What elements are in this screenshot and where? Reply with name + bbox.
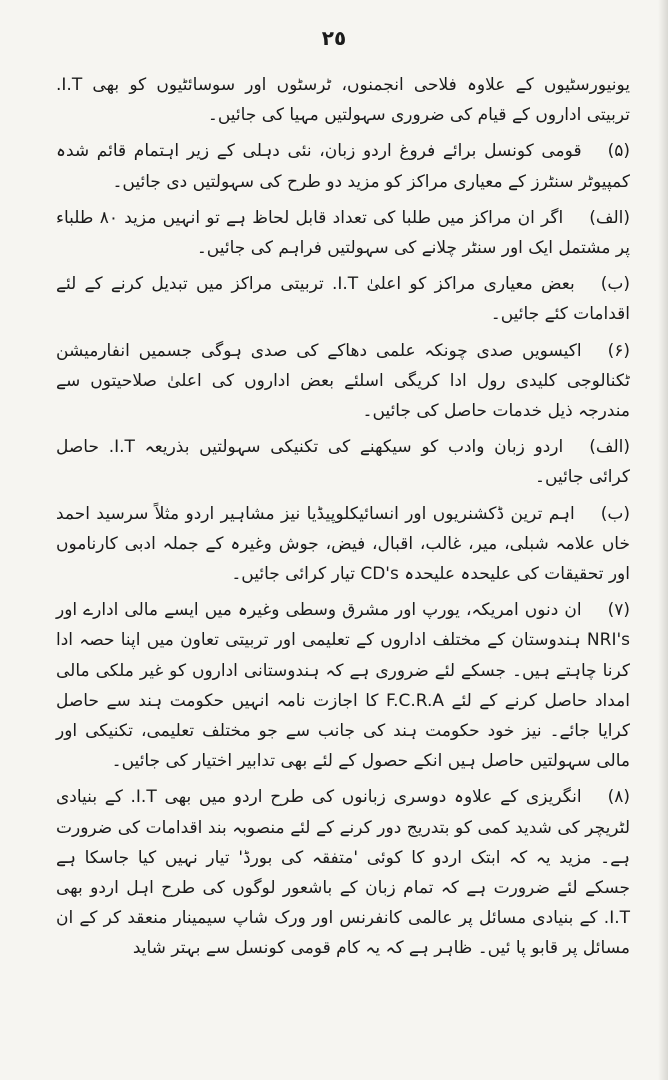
- paragraph-label: (ب): [600, 503, 630, 524]
- paragraph-8: [56, 782, 630, 963]
- paragraph-label: (الف): [589, 437, 630, 458]
- paragraph-6-be: [56, 499, 630, 590]
- paragraph-text: اہم ترین ڈکشنریوں اور انسائیکلوپیڈیا نیز مشاہیر اردو مثلاً سرسید احمد خاں علامہ شبلی، میر، غالب، اقبال، فیض، جوش وغیرہ کے جملہ ادبی کارناموں اور تحقیقات کی علیحدہ علیحدہ CD's تیار کرائی جائیں۔: [56, 503, 630, 585]
- paragraph-5: [56, 136, 630, 196]
- paragraph-text: اگر ان مراکز میں طلبا کی تعداد قابل لحاظ ہے تو انہیں مزید ۸۰ طلباء پر مشتمل ایک اور سنٹر چلانے کی سہولتیں فراہم کی جائیں۔: [56, 207, 630, 259]
- paragraph-1: [56, 70, 630, 130]
- paragraph-6-alif: [56, 432, 630, 492]
- paragraph-text: یونیورسٹیوں کے علاوہ فلاحی انجمنوں، ٹرسٹوں اور سوسائٹیوں کو بھی I.T. تربیتی اداروں کے قیام کی ضروری سہولتیں مہیا کی جائیں۔: [56, 75, 630, 126]
- paragraph-label: (۶): [607, 340, 630, 361]
- paragraph-text: قومی کونسل برائے فروغ اردو زبان، نئی دہلی کے زیر اہتمام قائم شدہ کمپیوٹر سنٹرز کے معیاری مراکز کو مزید دو طرح کی سہولتیں دی جائیں۔: [56, 141, 630, 192]
- paragraph-text: انگریزی کے علاوہ دوسری زبانوں کی طرح اردو میں بھی I.T. کے بنیادی لٹریچر کی شدید کمی کو بتدریج دور کرنے کے لئے منصوبہ بند اقدامات کی ضرورت ہے۔ مزید یہ کہ ابتک اردو کا کوئی 'متفقہ کی بورڈ' تیار نہیں کیا جاسکا ہے جسکے لئے ضرورت ہے کہ تمام زبان کے باشعور لوگوں کی طرح اہل اردو بھی I.T. کے بنیادی مسائل پر عالمی کانفرنس اور ورک شاپ سیمینار منعقد کر کے ان مسائل پر قابو پا ئیں۔ ظاہر ہے کہ یہ کام قومی کونسل سے بہتر شاید: [56, 787, 630, 959]
- paragraph-text: اکیسویں صدی چونکہ علمی دھاکے کی صدی ہوگی جسمیں انفارمیشن ٹکنالوجی کلیدی رول ادا کریگی اسلئے بعض اداروں کی اعلیٰ صلاحیتوں سے مندرجہ ذیل خدمات حاصل کی جائیں۔: [56, 340, 630, 422]
- paragraph-text: بعض معیاری مراکز کو اعلیٰ I.T. تربیتی مراکز میں تبدیل کرنے کے لئے اقدامات کئے جائیں۔: [56, 274, 630, 325]
- paragraph-label: (الف): [589, 207, 630, 228]
- paragraph-label: (۵): [607, 141, 630, 162]
- paragraph-6: [56, 336, 630, 427]
- paragraph-label: (ب): [600, 274, 630, 295]
- paragraph-7: [56, 595, 630, 776]
- paragraph-text: اردو زبان وادب کو سیکھنے کی تکنیکی سہولتیں بذریعہ I.T. حاصل کرائی جائیں۔: [56, 437, 630, 488]
- paragraph-text: ان دنوں امریکہ، یورپ اور مشرق وسطی وغیرہ میں ایسے مالی ادارے اور NRI's ہندوستان کے مختلف اداروں کے تعلیمی اور تربیتی تعاون میں اپنا حصہ ادا کرنا چاہتے ہیں۔ جسکے لئے ضروری ہے کہ ہندوستانی اداروں کو غیر ملکی مالی امداد حاصل کرنے کے لئے F.C.R.A کا اجازت نامہ انہیں حکومت ہند سے حاصل کرایا جائے۔ نیز خود حکومت ہند کی جانب سے جو مختلف تعلیمی، تکنیکی اور مالی سہولتیں حاصل ہیں انکے حصول کے لئے بھی تدابیر اختیار کی جائیں۔: [56, 600, 630, 772]
- page-body: [56, 70, 630, 970]
- paragraph-label: (۷): [607, 600, 630, 621]
- page-number: ٢٥: [321, 26, 347, 50]
- paragraph-5-be: [56, 269, 630, 329]
- paragraph-label: (۸): [607, 787, 630, 808]
- paragraph-5-alif: [56, 203, 630, 263]
- page-edge-shadow: [658, 0, 668, 1080]
